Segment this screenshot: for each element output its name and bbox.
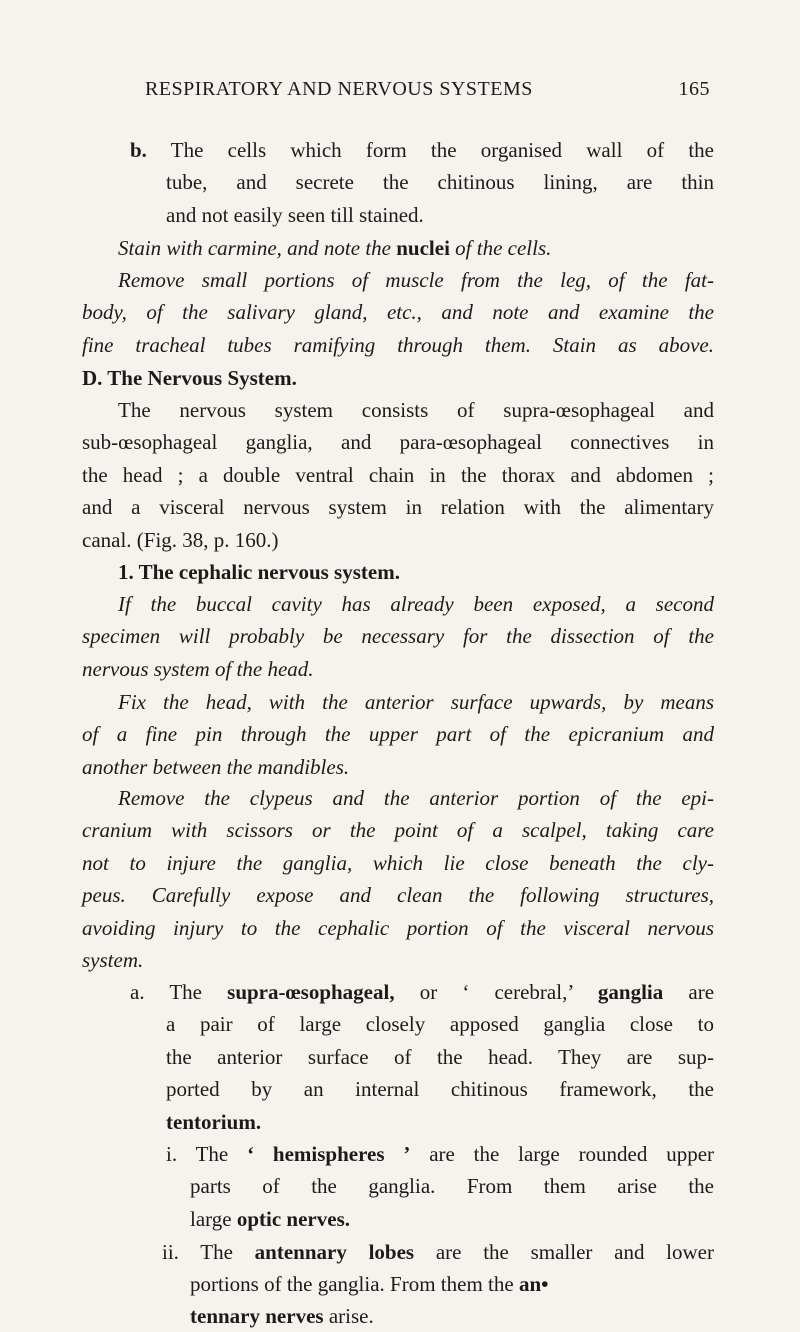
fix-instruction: Fix the head, with the anterior surface upwards, by means of a fine pin through the upper part of the epicranium and another between the mandibles. (82, 690, 714, 779)
paragraph-ii: ii. The antennary lobes are the smaller and lower portions of the ganglia. From them the an• (162, 1240, 714, 1297)
paragraph-ii-last-line: tennary nerves arise. (190, 1304, 374, 1328)
item-label-a: a. (130, 980, 145, 1004)
if-instruction: If the buccal cavity has already been exposed, a second specimen will probably be necessary for the dissection of the nervous system of the head. (82, 592, 714, 681)
item-label-b: b. (130, 138, 147, 162)
page-number: 165 (678, 78, 710, 100)
section-heading-d: D. The Nervous System. (82, 366, 297, 390)
paragraph-b: b. The cells which form the organised wall of the tube, and secrete the chitinous lining, are thin and not easily seen till stained. (130, 138, 714, 227)
item-label-ii: ii. (162, 1240, 179, 1264)
subsection-heading-cephalic: 1. The cephalic nervous system. (118, 560, 400, 584)
nervous-system-paragraph: The nervous system consists of supra-œsophageal and sub-œsophageal ganglia, and para-œsophageal connectives in the head ; a double ventral chain in the thorax and abdomen ; and a visceral nervous system in relation with the alimentary canal. (Fig. 38, p. 160.) (82, 398, 714, 552)
paragraph-i: i. The ‘ hemispheres ’ are the large rounded upper parts of the ganglia. From them arise the large optic nerves. (166, 1142, 715, 1231)
item-label-i: i. (166, 1142, 178, 1166)
stain-instruction: Stain with carmine, and note the nuclei of the cells. (118, 236, 552, 260)
running-title: RESPIRATORY AND NERVOUS SYSTEMS (145, 78, 533, 100)
remove-instruction-2: Remove the clypeus and the anterior portion of the epi- cranium with scissors or the point of a scalpel, taking care not to injure the ganglia, which lie close beneath the cly- peus. Carefully expose and clean the following structures, avoiding injury to the cephalic portion of the visceral nervous system. (82, 786, 714, 973)
paragraph-a: a. The supra-œsophageal, or ‘ cerebral,’ ganglia are a pair of large closely apposed ganglia close to the anterior surface of the head. They are sup- ported by an internal chitinous framework, the tentorium. (130, 980, 715, 1134)
remove-instruction-1: Remove small portions of muscle from the leg, of the fat- body, of the salivary gland, etc., and note and examine the fine tracheal tubes ramifying through them. Stain as above. (82, 268, 714, 357)
